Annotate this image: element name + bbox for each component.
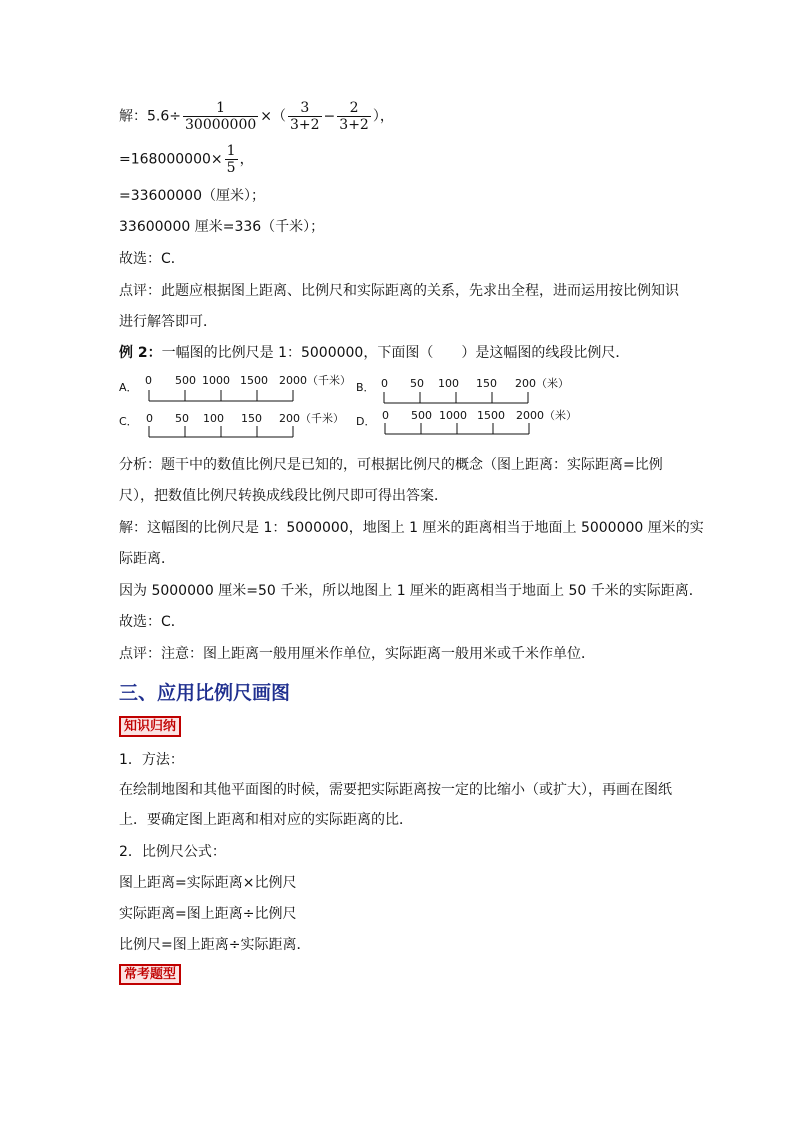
example-text: 一幅图的比例尺是 1：5000000，下面图（ ）是这幅图的线段比例尺． [161,345,630,361]
tick-label: 2000（千米） [279,374,351,387]
fraction-numerator: 3 [300,100,310,116]
tick-label: 200（米） [515,377,569,390]
tick-label: 500 [175,374,196,387]
close-paren: ）， [372,108,394,125]
section-heading: 三、应用比例尺画图 [119,682,291,704]
formula-title: 2．比例尺公式： [119,844,226,860]
tick-label: 500 [411,409,432,422]
common-question-tag: 常考题型 [119,964,181,985]
example-2-question [119,343,629,363]
analysis-line-a: 分析：题干中的数值比例尺是已知的，可根据比例尺的概念（图上距离：实际距离=比例 [119,457,663,473]
fraction-denominator: 3+2 [290,117,320,133]
comment2-line: 点评：注意：图上距离一般用厘米作单位，实际距离一般用米或千米作单位． [119,646,595,662]
tick-label: 200（千米） [279,412,344,425]
formula-2: 实际距离=图上距离÷比例尺 [119,906,297,922]
scale-options [119,372,589,444]
tick-label: 1500 [477,409,505,422]
comment-line-b: 进行解答即可． [119,314,217,330]
solution-prefix: 解：5.6÷ [119,108,181,125]
option-letter: A． [119,381,138,394]
line2-suffix: ， [239,151,254,168]
solution-line-2 [119,143,254,176]
formula-1: 图上距离=实际距离×比例尺 [119,875,297,891]
times-open: ×（ [260,108,286,125]
option-letter: D． [356,415,376,428]
tick-label: 2000（米） [516,409,577,422]
tick-label: 150 [476,377,497,390]
fraction-1 [183,100,258,133]
solution-line-3: =33600000（厘米）； [119,188,265,204]
solution2-line-b: 际距离． [119,551,175,567]
fraction-denominator: 3+2 [339,117,369,133]
knowledge-summary-tag: 知识归纳 [119,716,181,737]
fraction-numerator: 1 [216,100,226,116]
option-letter: C． [119,415,138,428]
option-c[interactable] [119,411,344,437]
tick-label: 50 [175,412,189,425]
tick-label: 150 [241,412,262,425]
example-label: 例 2： [119,345,162,361]
solution2-line-a: 解：这幅图的比例尺是 1：5000000，地图上 1 厘米的距离相当于地面上 5000000 厘米的实 [119,520,704,536]
fraction-denominator: 5 [226,160,236,176]
fraction-denominator: 30000000 [185,117,257,133]
tick-label: 100 [438,377,459,390]
solution-line-4: 33600000 厘米=336（千米）； [119,219,325,235]
line2-prefix: =168000000× [119,151,223,168]
option-d[interactable] [356,408,577,434]
analysis-line-b: 尺），把数值比例尺转换成线段比例尺即可得出答案． [119,488,448,504]
tick-label: 50 [410,377,424,390]
method-line-b: 上．要确定图上距离和相对应的实际距离的比． [119,812,413,828]
method-line-a: 在绘制地图和其他平面图的时候，需要把实际距离按一定的比缩小（或扩大），再画在图纸 [119,782,672,798]
tick-label: 1000 [439,409,467,422]
fraction-2 [288,100,322,133]
tick-label: 1500 [240,374,268,387]
fraction-3 [337,100,371,133]
tick-label: 100 [203,412,224,425]
tick-label: 0 [382,409,389,422]
tick-label: 0 [381,377,388,390]
fraction-numerator: 1 [226,143,236,159]
comment-line-a: 点评：此题应根据图上距离、比例尺和实际距离的关系，先求出全程，进而运用按比例知识 [119,283,679,299]
tick-label: 1000 [202,374,230,387]
formula-3: 比例尺=图上距离÷实际距离． [119,937,311,953]
answer2-line: 故选：C． [119,614,185,630]
option-letter: B． [356,381,375,394]
minus-sign: − [323,108,336,125]
solution-line-1 [119,100,394,133]
tick-label: 0 [146,412,153,425]
option-a[interactable] [119,373,351,401]
method-title: 1．方法： [119,752,184,768]
option-b[interactable] [356,376,569,403]
answer-line: 故选：C． [119,251,185,267]
fraction-numerator: 2 [349,100,359,116]
fraction-4 [225,143,238,176]
tick-label: 0 [145,374,152,387]
solution2-line-c: 因为 5000000 厘米=50 千米，所以地图上 1 厘米的距离相当于地面上 50 千米的实际距离． [119,583,703,599]
